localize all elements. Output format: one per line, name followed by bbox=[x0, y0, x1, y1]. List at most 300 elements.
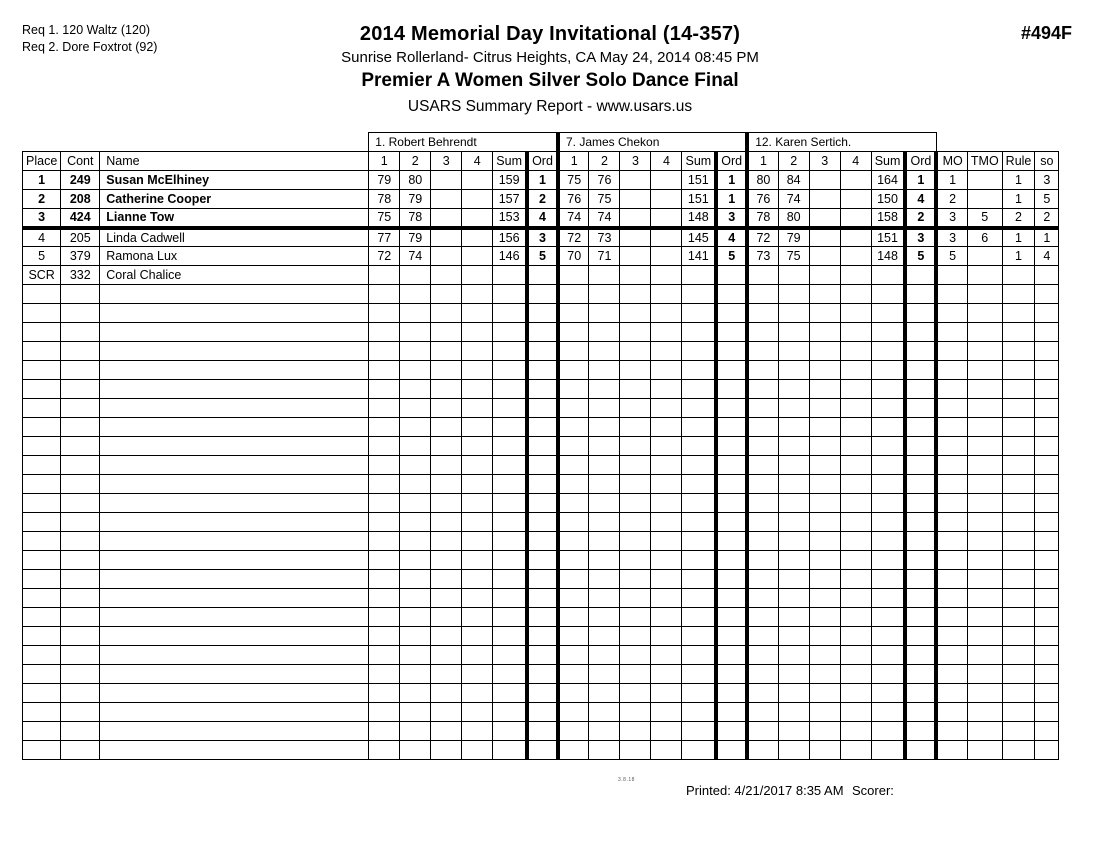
cell-j3-d3 bbox=[809, 247, 840, 266]
cell-empty bbox=[527, 646, 558, 665]
cell-empty bbox=[651, 342, 682, 361]
cell-name: Coral Chalice bbox=[100, 266, 369, 285]
cell-empty bbox=[871, 304, 905, 323]
cell-empty bbox=[1035, 608, 1059, 627]
cell-empty bbox=[61, 703, 100, 722]
cell-empty bbox=[100, 532, 369, 551]
cell-empty bbox=[558, 323, 589, 342]
cell-j3-d3 bbox=[809, 209, 840, 228]
cell-empty bbox=[809, 570, 840, 589]
cell-empty bbox=[400, 342, 431, 361]
cell-empty bbox=[462, 342, 493, 361]
cell-empty bbox=[840, 342, 871, 361]
cell-tmo bbox=[967, 190, 1002, 209]
cell-empty bbox=[100, 418, 369, 437]
cell-j1-d3 bbox=[431, 228, 462, 247]
cell-j1-d2: 80 bbox=[400, 171, 431, 190]
cell-empty bbox=[651, 456, 682, 475]
cell-empty bbox=[747, 722, 778, 741]
cell-empty bbox=[1035, 627, 1059, 646]
cell-empty bbox=[716, 342, 747, 361]
cell-empty bbox=[871, 399, 905, 418]
table-row-empty bbox=[23, 703, 1059, 722]
cell-j1-d4 bbox=[462, 171, 493, 190]
cell-empty bbox=[462, 285, 493, 304]
cell-empty bbox=[558, 665, 589, 684]
cell-empty bbox=[462, 456, 493, 475]
cell-empty bbox=[100, 380, 369, 399]
cell-empty bbox=[716, 551, 747, 570]
cell-j2-sum: 151 bbox=[682, 190, 716, 209]
cell-empty bbox=[871, 285, 905, 304]
cell-j2-sum: 145 bbox=[682, 228, 716, 247]
cell-empty bbox=[1035, 304, 1059, 323]
cell-empty bbox=[651, 494, 682, 513]
cell-empty bbox=[747, 665, 778, 684]
cell-j2-d4 bbox=[651, 266, 682, 285]
cell-empty bbox=[493, 551, 527, 570]
cell-empty bbox=[462, 684, 493, 703]
cell-j3-d3 bbox=[809, 171, 840, 190]
cell-empty bbox=[100, 722, 369, 741]
cell-empty bbox=[1035, 589, 1059, 608]
cell-empty bbox=[61, 570, 100, 589]
cell-empty bbox=[967, 399, 1002, 418]
cell-empty bbox=[967, 456, 1002, 475]
cell-j3-d1: 72 bbox=[747, 228, 778, 247]
cell-empty bbox=[527, 323, 558, 342]
cell-empty bbox=[809, 399, 840, 418]
cell-empty bbox=[1035, 665, 1059, 684]
cell-empty bbox=[651, 285, 682, 304]
cell-name: Ramona Lux bbox=[100, 247, 369, 266]
cell-j3-d4 bbox=[840, 266, 871, 285]
cell-empty bbox=[871, 418, 905, 437]
cell-j2-d1: 76 bbox=[558, 190, 589, 209]
cell-empty bbox=[23, 323, 61, 342]
cell-empty bbox=[431, 437, 462, 456]
cell-empty bbox=[369, 380, 400, 399]
cell-empty bbox=[527, 532, 558, 551]
cell-empty bbox=[809, 323, 840, 342]
cell-empty bbox=[716, 684, 747, 703]
cell-empty bbox=[967, 665, 1002, 684]
cell-empty bbox=[558, 646, 589, 665]
cell-empty bbox=[462, 323, 493, 342]
table-row-empty bbox=[23, 304, 1059, 323]
table-row-empty bbox=[23, 608, 1059, 627]
cell-empty bbox=[967, 608, 1002, 627]
cell-cont: 379 bbox=[61, 247, 100, 266]
cell-empty bbox=[589, 323, 620, 342]
cell-empty bbox=[778, 285, 809, 304]
cell-empty bbox=[369, 646, 400, 665]
cell-empty bbox=[1002, 532, 1035, 551]
cell-empty bbox=[558, 703, 589, 722]
cell-j2-ord: 1 bbox=[716, 171, 747, 190]
cell-empty bbox=[620, 475, 651, 494]
cell-empty bbox=[1035, 361, 1059, 380]
cell-j1-d3 bbox=[431, 209, 462, 228]
cell-empty bbox=[809, 304, 840, 323]
cell-j1-d4 bbox=[462, 247, 493, 266]
judge-group-row bbox=[23, 133, 1059, 152]
cell-empty bbox=[620, 494, 651, 513]
cell-j3-d2: 75 bbox=[778, 247, 809, 266]
cell-empty bbox=[716, 399, 747, 418]
header-j3-1: 1 bbox=[747, 152, 778, 171]
cell-empty bbox=[431, 722, 462, 741]
tmo-spacer bbox=[967, 133, 1002, 152]
cell-mo: 1 bbox=[936, 171, 967, 190]
cell-empty bbox=[431, 285, 462, 304]
cell-empty bbox=[905, 513, 936, 532]
cell-empty bbox=[558, 361, 589, 380]
cell-j1-d1: 78 bbox=[369, 190, 400, 209]
cell-empty bbox=[100, 342, 369, 361]
cell-j2-d1: 72 bbox=[558, 228, 589, 247]
cell-empty bbox=[620, 285, 651, 304]
cell-empty bbox=[620, 627, 651, 646]
cell-cont: 424 bbox=[61, 209, 100, 228]
cell-empty bbox=[431, 532, 462, 551]
cell-j1-ord: 4 bbox=[527, 209, 558, 228]
cell-empty bbox=[1035, 285, 1059, 304]
cell-empty bbox=[61, 380, 100, 399]
cell-empty bbox=[682, 665, 716, 684]
cell-empty bbox=[682, 722, 716, 741]
cell-empty bbox=[716, 380, 747, 399]
cell-empty bbox=[716, 627, 747, 646]
cell-empty bbox=[778, 418, 809, 437]
cell-empty bbox=[967, 703, 1002, 722]
cell-empty bbox=[871, 361, 905, 380]
cell-so: 5 bbox=[1035, 190, 1059, 209]
cell-empty bbox=[1002, 551, 1035, 570]
cell-empty bbox=[936, 380, 967, 399]
cell-empty bbox=[967, 475, 1002, 494]
cell-empty bbox=[493, 722, 527, 741]
cell-empty bbox=[369, 570, 400, 589]
cell-empty bbox=[936, 722, 967, 741]
cell-j2-d3 bbox=[620, 171, 651, 190]
cell-empty bbox=[61, 741, 100, 760]
cell-empty bbox=[61, 342, 100, 361]
cell-empty bbox=[682, 456, 716, 475]
cell-empty bbox=[558, 437, 589, 456]
cell-empty bbox=[23, 722, 61, 741]
cell-empty bbox=[778, 456, 809, 475]
cell-empty bbox=[716, 608, 747, 627]
cell-empty bbox=[400, 456, 431, 475]
cell-empty bbox=[589, 361, 620, 380]
cell-empty bbox=[558, 627, 589, 646]
cell-empty bbox=[527, 399, 558, 418]
cell-empty bbox=[620, 361, 651, 380]
cell-empty bbox=[61, 551, 100, 570]
cell-empty bbox=[1002, 722, 1035, 741]
event-title: Premier A Women Silver Solo Dance Final bbox=[361, 70, 739, 91]
cell-j1-d3 bbox=[431, 266, 462, 285]
cell-empty bbox=[967, 437, 1002, 456]
cell-empty bbox=[527, 570, 558, 589]
cell-empty bbox=[871, 437, 905, 456]
header-j3-2: 2 bbox=[778, 152, 809, 171]
cell-empty bbox=[967, 361, 1002, 380]
cell-empty bbox=[431, 475, 462, 494]
cell-empty bbox=[431, 380, 462, 399]
cell-empty bbox=[1002, 608, 1035, 627]
cell-empty bbox=[431, 342, 462, 361]
cell-empty bbox=[840, 380, 871, 399]
header-j2-sum: Sum bbox=[682, 152, 716, 171]
cell-empty bbox=[905, 494, 936, 513]
cell-empty bbox=[1035, 646, 1059, 665]
cell-empty bbox=[716, 475, 747, 494]
table-row bbox=[23, 171, 1059, 190]
cell-empty bbox=[840, 285, 871, 304]
cell-empty bbox=[967, 551, 1002, 570]
cell-empty bbox=[1035, 342, 1059, 361]
cell-empty bbox=[905, 285, 936, 304]
cell-empty bbox=[809, 684, 840, 703]
cell-empty bbox=[61, 399, 100, 418]
cell-j2-d1 bbox=[558, 266, 589, 285]
cell-empty bbox=[527, 475, 558, 494]
cell-empty bbox=[558, 399, 589, 418]
rule-spacer bbox=[1002, 133, 1035, 152]
cell-empty bbox=[589, 608, 620, 627]
mo-spacer bbox=[936, 133, 967, 152]
cell-empty bbox=[400, 551, 431, 570]
cell-empty bbox=[871, 494, 905, 513]
cell-empty bbox=[620, 437, 651, 456]
cell-j2-d3 bbox=[620, 247, 651, 266]
page-footer bbox=[22, 777, 1036, 801]
cell-empty bbox=[967, 570, 1002, 589]
cell-empty bbox=[936, 304, 967, 323]
cell-empty bbox=[967, 304, 1002, 323]
cell-empty bbox=[871, 665, 905, 684]
cell-empty bbox=[589, 342, 620, 361]
cell-empty bbox=[61, 627, 100, 646]
cell-empty bbox=[936, 532, 967, 551]
cell-empty bbox=[1002, 380, 1035, 399]
cell-empty bbox=[747, 323, 778, 342]
cell-empty bbox=[369, 741, 400, 760]
cell-cont: 205 bbox=[61, 228, 100, 247]
cell-empty bbox=[778, 361, 809, 380]
cell-j3-d2: 80 bbox=[778, 209, 809, 228]
cell-empty bbox=[100, 684, 369, 703]
cell-empty bbox=[527, 741, 558, 760]
cell-empty bbox=[23, 646, 61, 665]
cell-j2-d2: 76 bbox=[589, 171, 620, 190]
cell-empty bbox=[840, 361, 871, 380]
cont-spacer bbox=[61, 133, 100, 152]
cell-j2-sum bbox=[682, 266, 716, 285]
cell-tmo bbox=[967, 266, 1002, 285]
header-j3-ord: Ord bbox=[905, 152, 936, 171]
cell-empty bbox=[682, 741, 716, 760]
cell-name: Linda Cadwell bbox=[100, 228, 369, 247]
cell-empty bbox=[716, 665, 747, 684]
cell-empty bbox=[558, 418, 589, 437]
header-name: Name bbox=[100, 152, 369, 171]
cell-empty bbox=[493, 399, 527, 418]
cell-empty bbox=[493, 627, 527, 646]
cell-empty bbox=[967, 722, 1002, 741]
cell-empty bbox=[1002, 646, 1035, 665]
table-row-empty bbox=[23, 532, 1059, 551]
cell-empty bbox=[620, 646, 651, 665]
cell-empty bbox=[809, 437, 840, 456]
cell-empty bbox=[840, 494, 871, 513]
cell-empty bbox=[905, 570, 936, 589]
cell-empty bbox=[527, 304, 558, 323]
cell-empty bbox=[23, 532, 61, 551]
printed-label: Printed: 4/21/2017 8:35 AM bbox=[686, 783, 844, 798]
cell-empty bbox=[100, 323, 369, 342]
cell-empty bbox=[61, 722, 100, 741]
cell-j3-sum: 158 bbox=[871, 209, 905, 228]
cell-empty bbox=[61, 304, 100, 323]
cell-empty bbox=[809, 494, 840, 513]
cell-empty bbox=[61, 494, 100, 513]
cell-empty bbox=[462, 627, 493, 646]
cell-j3-d3 bbox=[809, 266, 840, 285]
cell-empty bbox=[905, 437, 936, 456]
cell-empty bbox=[1002, 475, 1035, 494]
cell-empty bbox=[905, 361, 936, 380]
cell-empty bbox=[527, 418, 558, 437]
cell-empty bbox=[651, 703, 682, 722]
cell-empty bbox=[462, 589, 493, 608]
cell-empty bbox=[651, 551, 682, 570]
cell-empty bbox=[493, 494, 527, 513]
cell-j2-d1: 74 bbox=[558, 209, 589, 228]
cell-empty bbox=[871, 342, 905, 361]
cell-empty bbox=[23, 418, 61, 437]
cell-empty bbox=[369, 475, 400, 494]
cell-empty bbox=[840, 532, 871, 551]
cell-j2-ord bbox=[716, 266, 747, 285]
cell-empty bbox=[589, 627, 620, 646]
cell-empty bbox=[778, 722, 809, 741]
cell-j1-ord: 1 bbox=[527, 171, 558, 190]
cell-j1-d3 bbox=[431, 190, 462, 209]
cell-empty bbox=[1002, 589, 1035, 608]
cell-empty bbox=[1002, 513, 1035, 532]
table-row-empty bbox=[23, 437, 1059, 456]
cell-empty bbox=[589, 304, 620, 323]
cell-empty bbox=[682, 475, 716, 494]
cell-empty bbox=[462, 570, 493, 589]
cell-empty bbox=[527, 551, 558, 570]
cell-empty bbox=[840, 684, 871, 703]
table-row-empty bbox=[23, 494, 1059, 513]
header-j1-3: 3 bbox=[431, 152, 462, 171]
cell-empty bbox=[493, 532, 527, 551]
cell-empty bbox=[778, 475, 809, 494]
cell-empty bbox=[1035, 570, 1059, 589]
cell-empty bbox=[682, 532, 716, 551]
cell-empty bbox=[967, 627, 1002, 646]
cell-j3-d4 bbox=[840, 247, 871, 266]
cell-j2-d4 bbox=[651, 247, 682, 266]
cell-empty bbox=[400, 646, 431, 665]
cell-empty bbox=[462, 532, 493, 551]
cell-empty bbox=[936, 608, 967, 627]
cell-so: 1 bbox=[1035, 228, 1059, 247]
cell-j3-d1: 76 bbox=[747, 190, 778, 209]
cell-empty bbox=[747, 304, 778, 323]
competition-title: 2014 Memorial Day Invitational (14-357) bbox=[359, 23, 741, 45]
cell-empty bbox=[493, 304, 527, 323]
cell-place: 3 bbox=[23, 209, 61, 228]
cell-empty bbox=[651, 304, 682, 323]
cell-empty bbox=[23, 285, 61, 304]
cell-empty bbox=[778, 437, 809, 456]
cell-empty bbox=[493, 475, 527, 494]
cell-empty bbox=[716, 570, 747, 589]
table-row-empty bbox=[23, 323, 1059, 342]
cell-empty bbox=[840, 627, 871, 646]
cell-empty bbox=[400, 285, 431, 304]
cell-empty bbox=[871, 741, 905, 760]
cell-empty bbox=[716, 304, 747, 323]
cell-j2-d2: 73 bbox=[589, 228, 620, 247]
cell-empty bbox=[936, 342, 967, 361]
cell-j3-d2 bbox=[778, 266, 809, 285]
cell-empty bbox=[61, 437, 100, 456]
cell-j3-ord: 3 bbox=[905, 228, 936, 247]
cell-empty bbox=[778, 570, 809, 589]
cell-empty bbox=[905, 475, 936, 494]
cell-empty bbox=[61, 608, 100, 627]
cell-empty bbox=[23, 456, 61, 475]
cell-empty bbox=[651, 741, 682, 760]
cell-rule: 1 bbox=[1002, 228, 1035, 247]
cell-empty bbox=[493, 342, 527, 361]
cell-j1-d1: 79 bbox=[369, 171, 400, 190]
cell-cont: 332 bbox=[61, 266, 100, 285]
cell-empty bbox=[620, 380, 651, 399]
cell-empty bbox=[747, 342, 778, 361]
cell-empty bbox=[1002, 703, 1035, 722]
cell-empty bbox=[747, 475, 778, 494]
cell-empty bbox=[1035, 684, 1059, 703]
cell-so: 2 bbox=[1035, 209, 1059, 228]
cell-empty bbox=[871, 608, 905, 627]
cell-so bbox=[1035, 266, 1059, 285]
cell-tmo: 5 bbox=[967, 209, 1002, 228]
cell-empty bbox=[493, 703, 527, 722]
cell-empty bbox=[716, 741, 747, 760]
cell-empty bbox=[1035, 703, 1059, 722]
judge-header-1: 1. Robert Behrendt bbox=[369, 133, 558, 152]
cell-empty bbox=[620, 551, 651, 570]
cell-rule: 1 bbox=[1002, 171, 1035, 190]
cell-j3-d4 bbox=[840, 228, 871, 247]
cell-empty bbox=[747, 532, 778, 551]
cell-empty bbox=[778, 532, 809, 551]
cell-empty bbox=[905, 589, 936, 608]
cell-empty bbox=[871, 323, 905, 342]
cell-empty bbox=[100, 741, 369, 760]
cell-empty bbox=[620, 570, 651, 589]
header-j2-4: 4 bbox=[651, 152, 682, 171]
